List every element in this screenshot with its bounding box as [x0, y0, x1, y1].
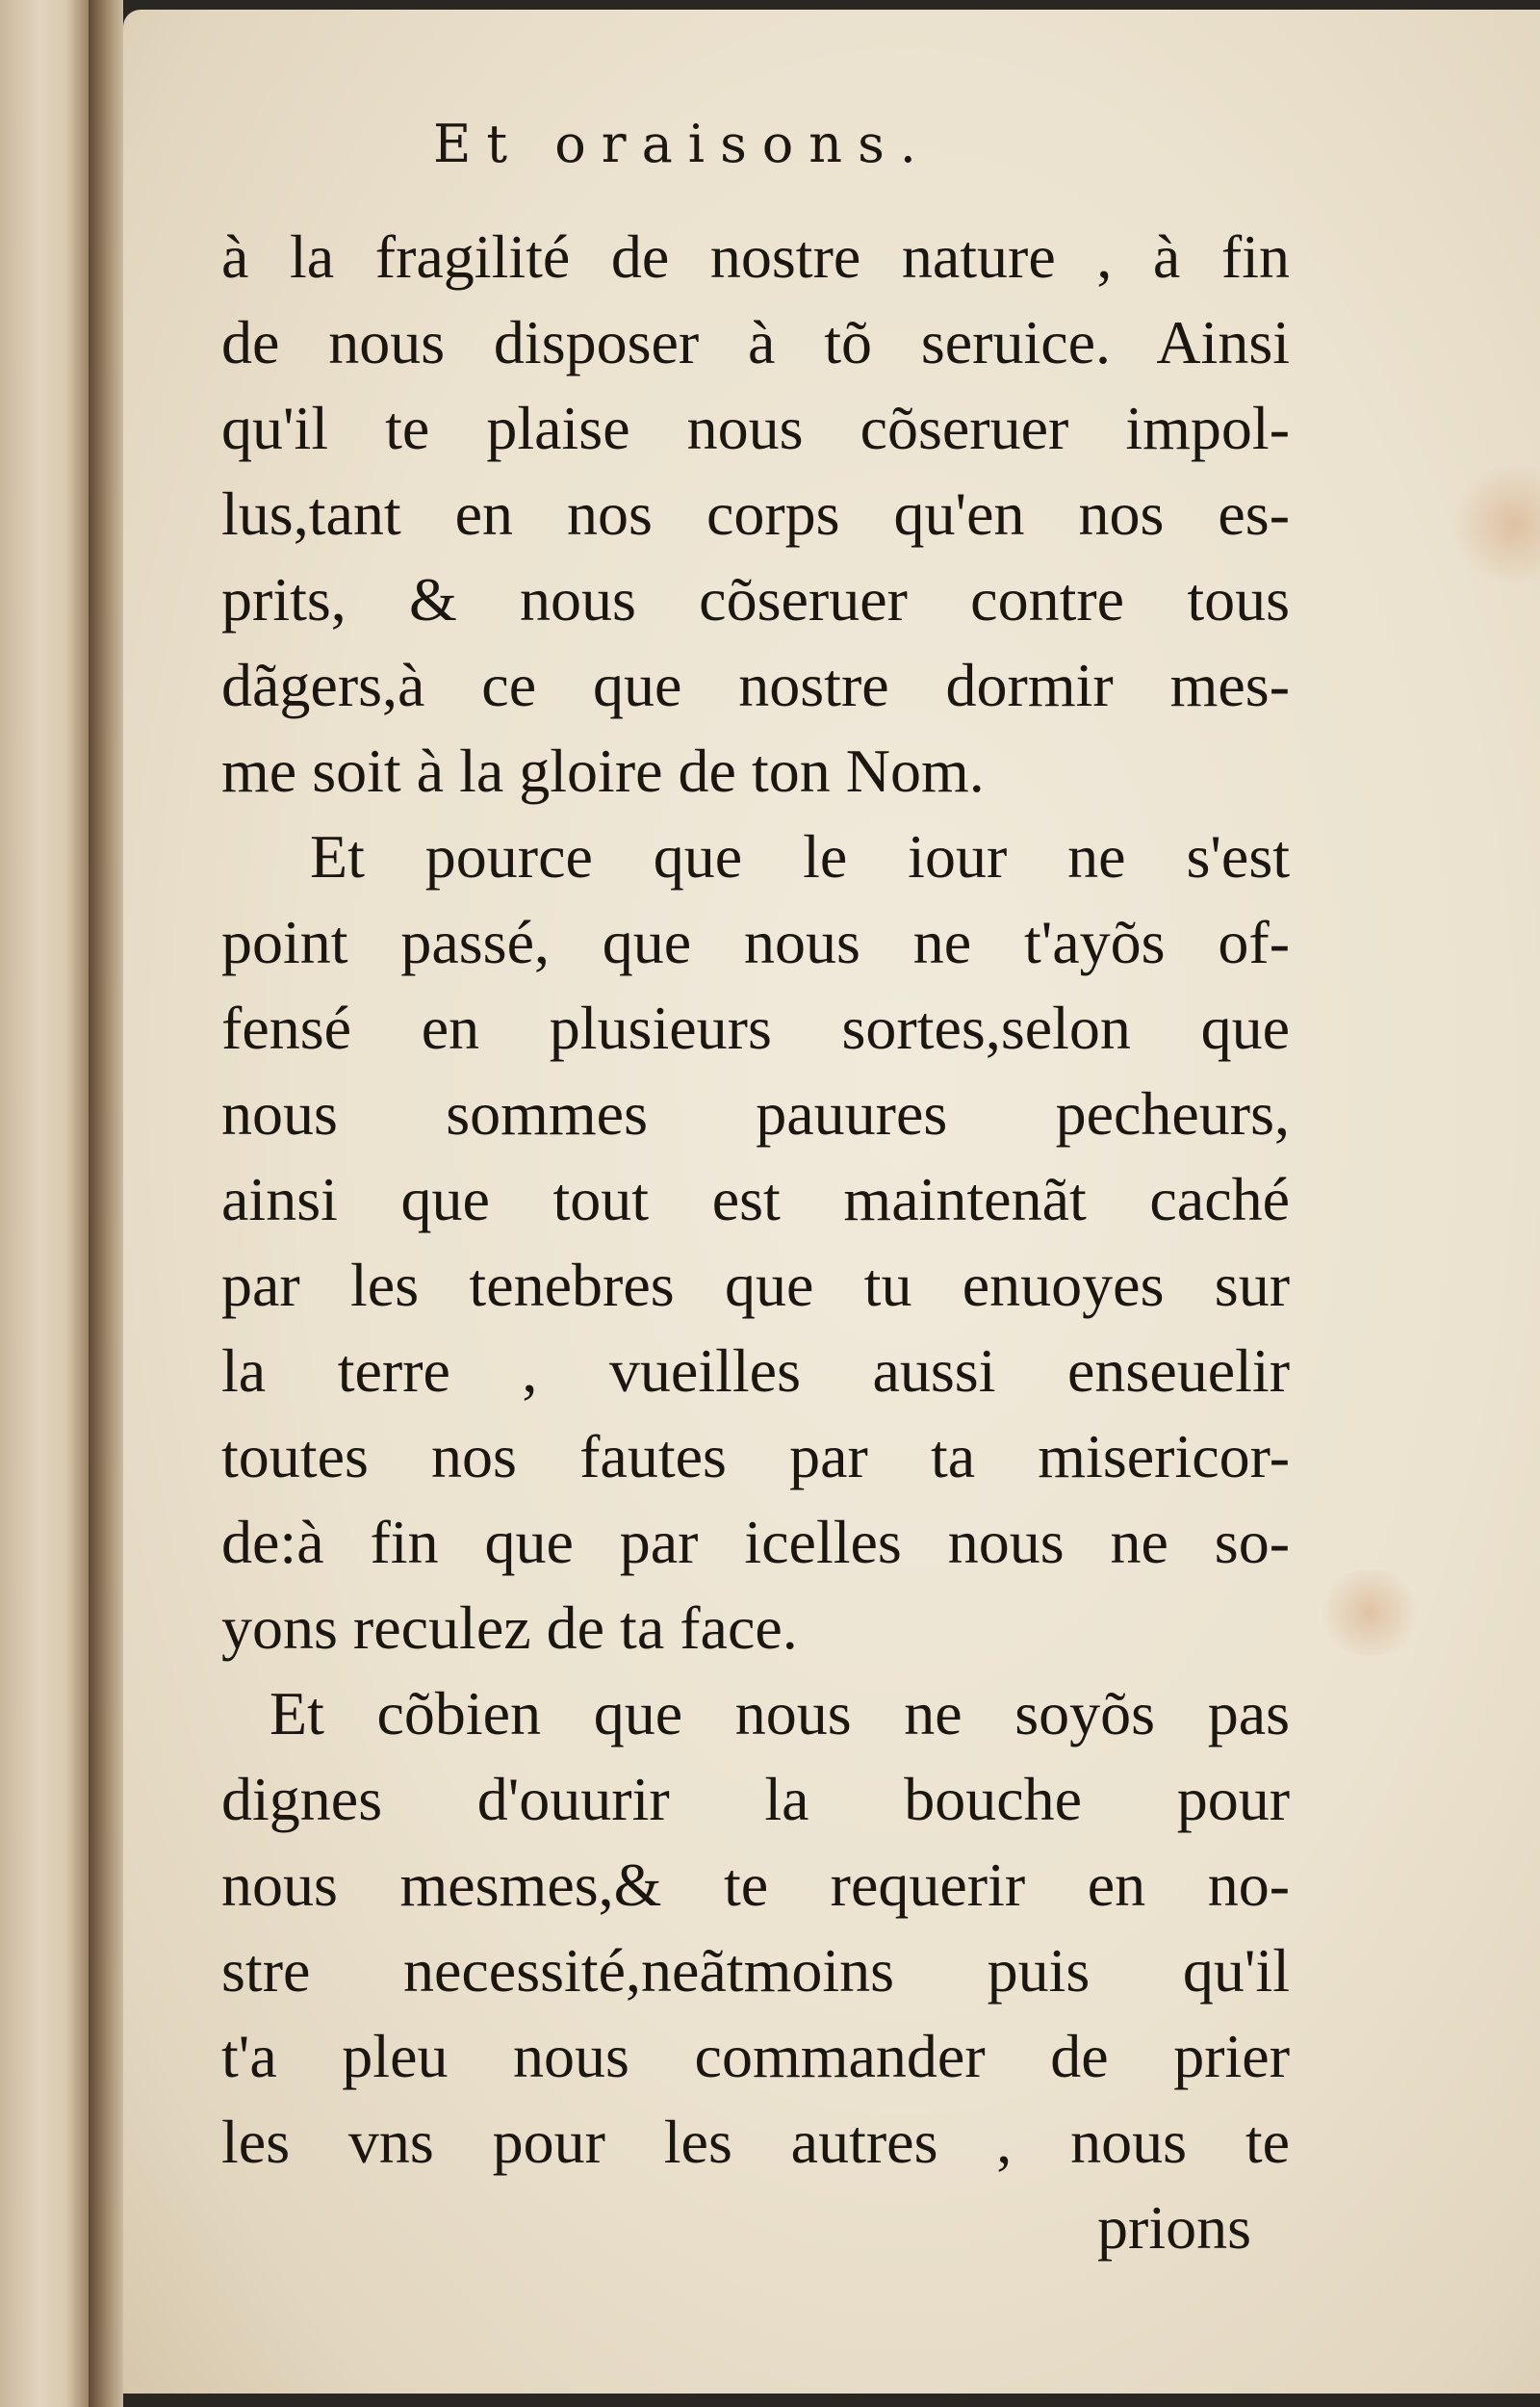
text-line: les vns pour les autres , nous te [221, 2108, 1290, 2176]
text-line: Et cõbien que nous ne soyõs pas [270, 1679, 1290, 1747]
foxing-stain [1451, 462, 1540, 587]
foxing-stain [1317, 1569, 1423, 1656]
text-line: toutes nos fautes par ta misericor- [221, 1422, 1290, 1490]
text-line: Et pource que le iour ne s'est [310, 822, 1290, 891]
text-line: la terre , vueilles aussi enseuelir [221, 1336, 1290, 1405]
text-line: fensé en plusieurs sortes,selon que [221, 994, 1290, 1062]
text-line: ainsi que tout est maintenãt caché [221, 1165, 1290, 1233]
text-line: t'a pleu nous commander de prier [221, 2022, 1290, 2090]
text-line: lus,tant en nos corps qu'en nos es- [221, 479, 1290, 548]
text-line: de nous disposer à tõ seruice. Ainsi [221, 308, 1290, 376]
text-line: point passé, que nous ne t'ayõs of- [221, 908, 1290, 976]
text-line: me soit à la gloire de ton Nom. [221, 737, 985, 805]
book-gutter [89, 0, 123, 2407]
running-head: Et oraisons. [433, 114, 932, 174]
text-line: nous sommes pauures pecheurs, [221, 1079, 1290, 1148]
text-line: dignes d'ouurir la bouche pour [221, 1765, 1290, 1833]
text-line: yons reculez de ta face. [221, 1593, 798, 1662]
text-line: stre necessité,neãtmoins puis qu'il [221, 1936, 1290, 2005]
body-text [221, 214, 1290, 2270]
text-line: à la fragilité de nostre nature , à fin [221, 222, 1290, 291]
text-line: qu'il te plaise nous cõseruer impol- [221, 394, 1290, 462]
text-line: dãgers,à ce que nostre dormir mes- [221, 651, 1290, 719]
left-page-edge [0, 0, 91, 2407]
catchword: prions [1097, 2193, 1251, 2262]
text-line: prits, & nous cõseruer contre tous [221, 565, 1290, 634]
text-line: par les tenebres que tu enuoyes sur [221, 1251, 1290, 1319]
text-line: de:à fin que par icelles nous ne so- [221, 1508, 1290, 1576]
text-line: nous mesmes,& te requerir en no- [221, 1851, 1290, 1919]
